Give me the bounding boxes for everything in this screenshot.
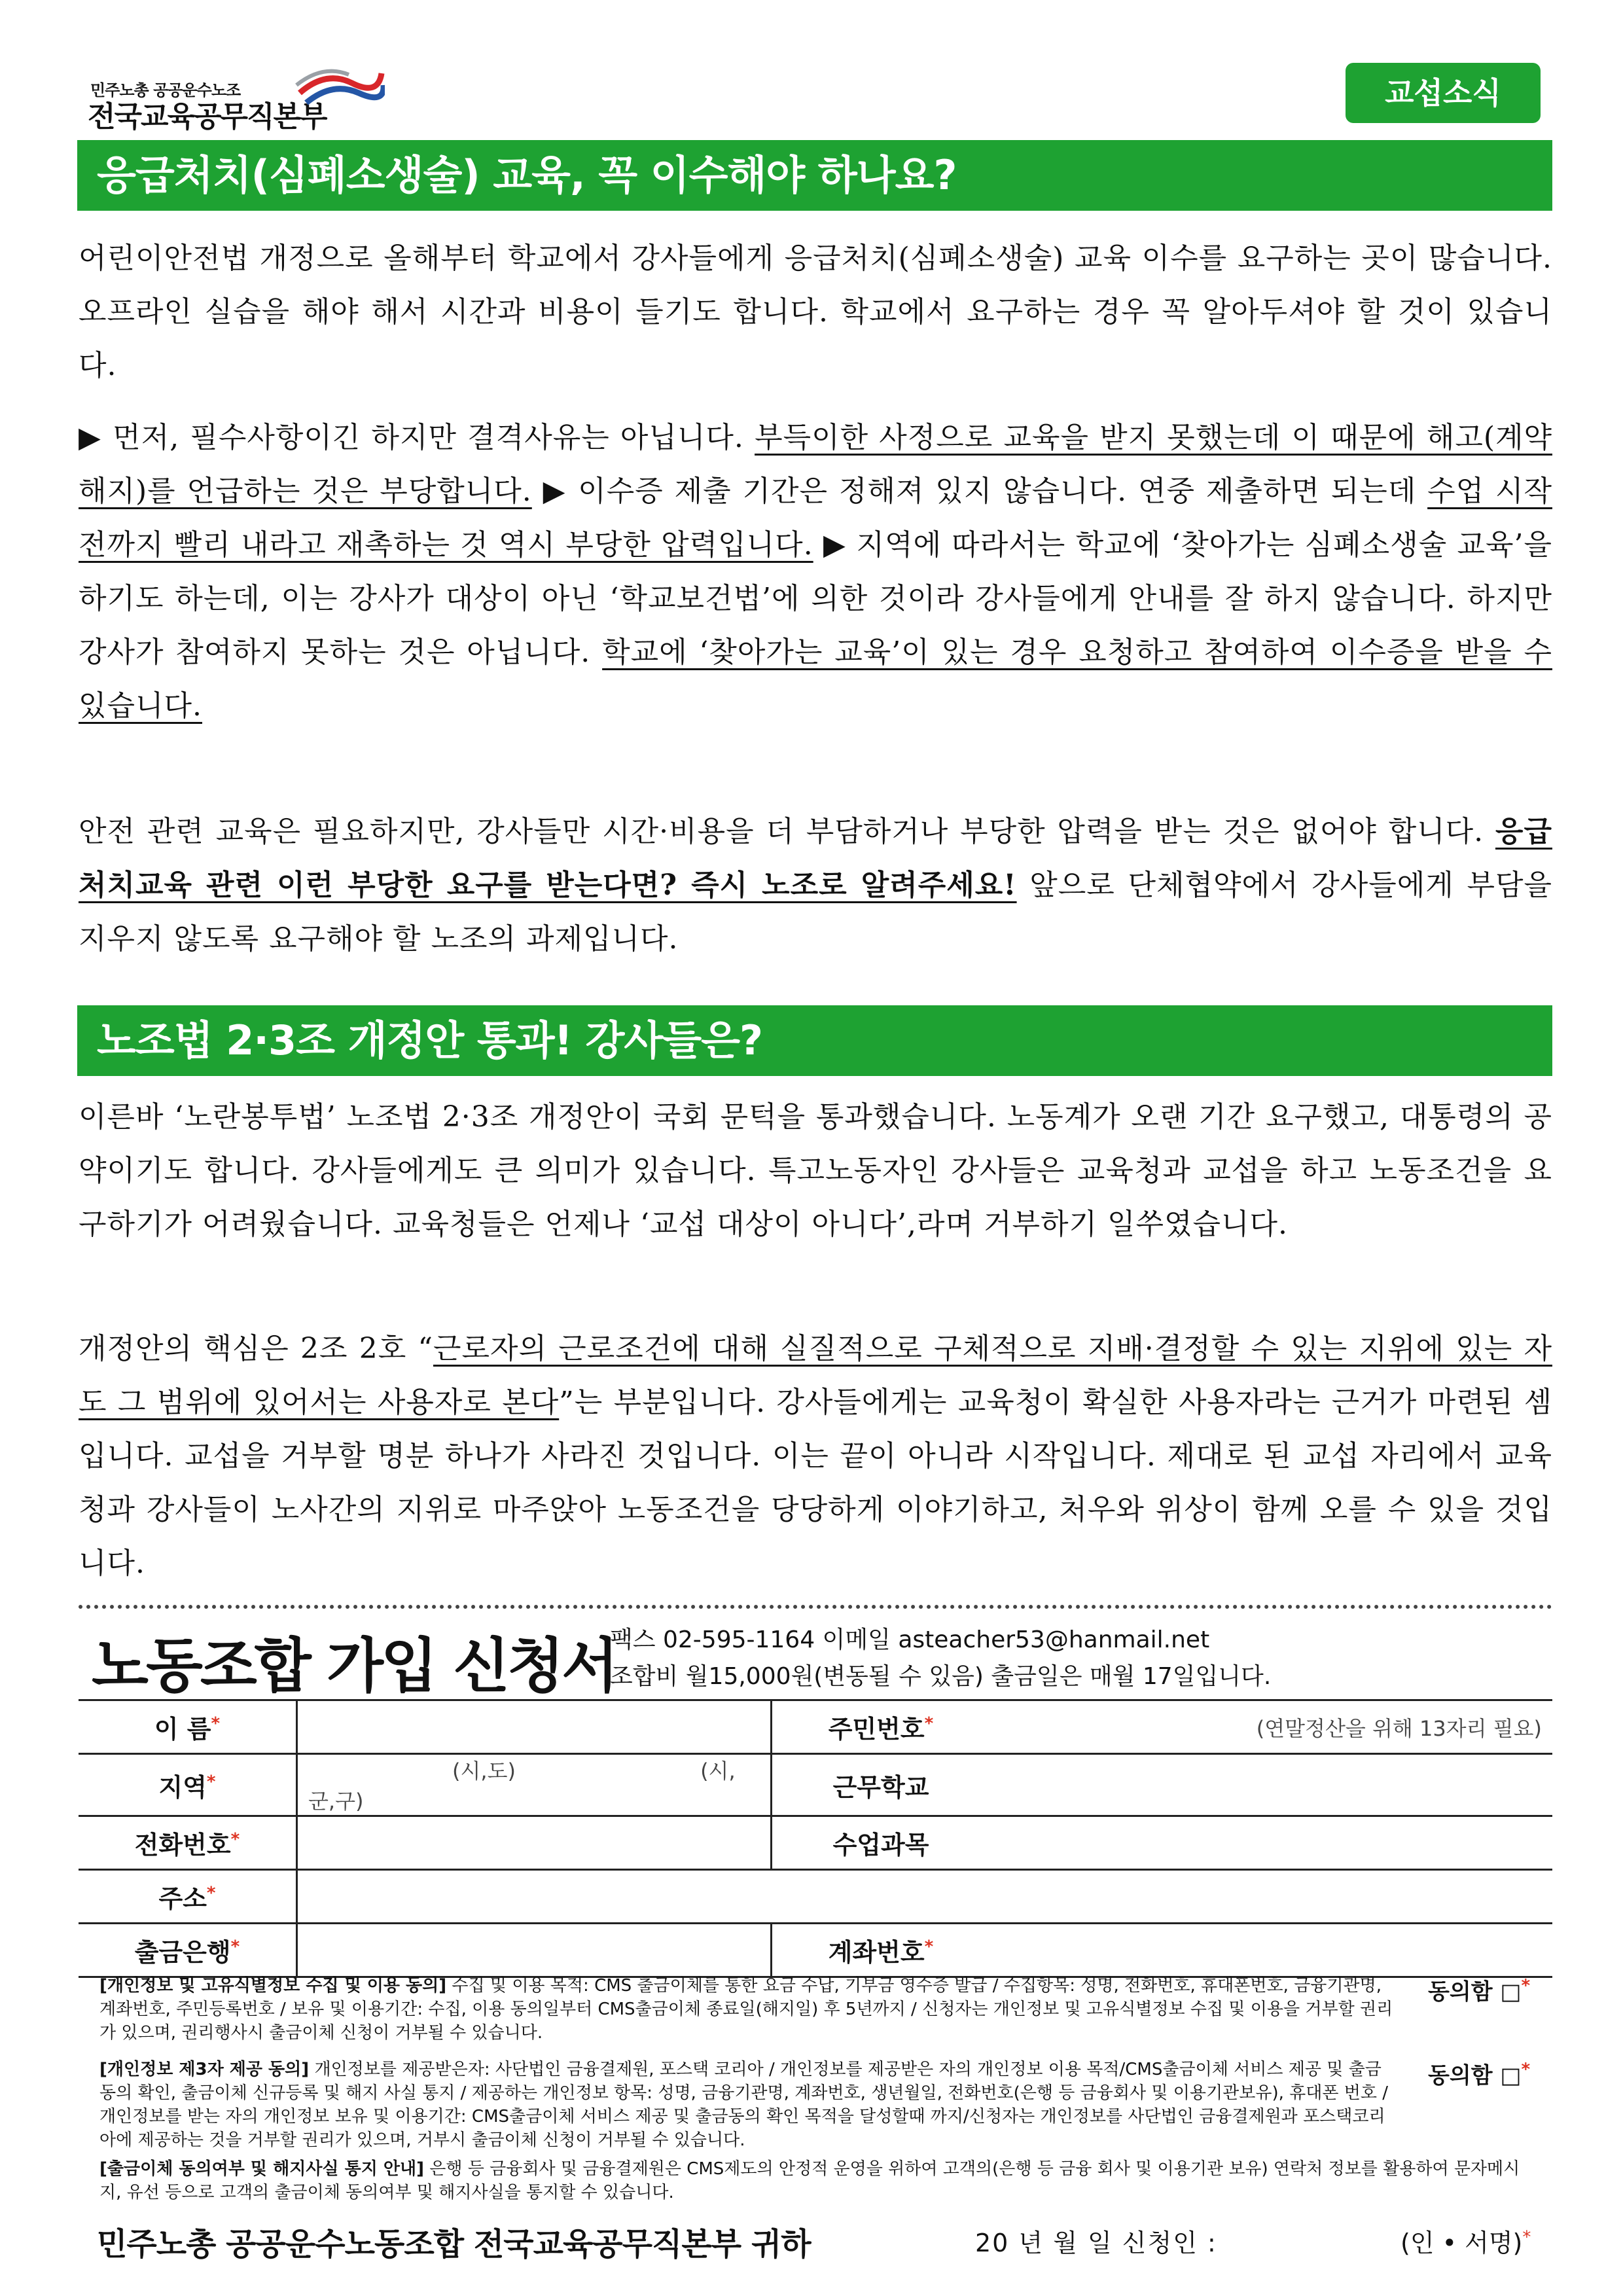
bank-field[interactable] [297,1924,772,1977]
s1p2-b: 부득이한 사정으로 교육을 받지 못했는데 이 때문에 해고(계약해지)를 언급하는 것은 부당합니다. [79,421,1553,508]
footer-date-signer: 20 년 월 일 신청인 : [975,2229,1217,2257]
s1p2-d: 수업 시작 전까지 빨리 내라고 재촉하는 것 역시 부당한 압력입니다. [79,475,1552,562]
section2-paragraph2 [79,1322,1552,1590]
subject-label: 수업과목 [772,1816,990,1870]
s1p2-f: 학교에 ‘찾아가는 교육’이 있는 경우 요청하고 참여하여 이수증을 받을 수 있습니다. [79,636,1552,723]
s1p2-c: ▶ 이수증 제출 기간은 정해져 있지 않습니다. 연중 제출하면 되는데 [531,475,1428,508]
section2-title-bar [77,1005,1552,1076]
section2-title: 노조법 2·3조 개정안 통과! 강사들은? [97,1016,763,1064]
divider [79,1605,1552,1609]
union-logo [77,72,378,137]
school-label: 근무학교 [772,1754,990,1816]
region-city-hint: (시,도) [452,1759,516,1784]
footer-seal: (인 • 서명)* [1400,2227,1531,2257]
school-field[interactable] [990,1754,1552,1816]
rrn-field[interactable] [990,1700,1552,1754]
phone-field[interactable] [297,1816,772,1870]
rrn-label: 주민번호* [772,1700,990,1754]
region-field[interactable] [297,1754,772,1816]
logo-subtitle: 민주노총 공공운수노조 [90,81,241,99]
address-field[interactable] [297,1870,1553,1924]
section1-title: 응급처치(심폐소생술) 교육, 꼭 이수해야 하나요? [97,151,957,199]
region-district-hint: (시,군,구) [308,1759,736,1814]
category-tag: 교섭소식 [1346,63,1541,123]
consent3-text: 은행 등 금융회사 및 금융결제원은 CMS제도의 안정적 운영을 위하여 고객의(은행 등 금융 회사 및 이용기관 보유) 연락처 정보를 활용하여 문자메시지, 유선 등으로 고객의 출금이체 동의여부 및 해지사실을 통지할 수 있습니다. [99,2159,1520,2202]
account-field[interactable] [990,1924,1552,1977]
s1p2-a: ▶ 먼저, 필수사항이긴 하지만 결격사유는 아닙니다. [79,421,755,454]
consent-third-party [99,2058,1552,2152]
form-title: 노동조합 가입 신청서 [92,1632,616,1700]
footer-recipient: 민주노총 공공운수노동조합 전국교육공무직본부 귀하 [97,2226,811,2263]
bank-label: 출금은행* [79,1924,297,1977]
name-label: 이 름* [79,1700,297,1754]
consent3-title: [출금이체 동의여부 및 해지사실 통지 안내] [99,2159,424,2179]
consent1-agree-checkbox[interactable]: 동의함 □* [1428,1976,1531,2005]
s2p2-c: ”는 부분입니다. 강사들에게는 교육청이 확실한 사용자라는 근거가 마련된 셈입니다. 교섭을 거부할 명분 하나가 사라진 것입니다. 이는 끝이 아니라 시작입니다. 제대로 된 교섭 자리에서 교육청과 강사들이 노사간의 지위로 마주앉아 노동조건을 당당하게 이야기하고, 처우와 위상이 함께 오를 수 있을 것입니다. [79,1386,1552,1580]
consent-withdrawal-notice [99,2157,1552,2204]
section1-p1-text: 어린이안전법 개정으로 올해부터 학교에서 강사들에게 응급처치(심폐소생술) 교육 이수를 요구하는 곳이 많습니다. 오프라인 실습을 해야 해서 시간과 비용이 들기도 합니다. 학교에서 요구하는 경우 꼭 알아두셔야 할 것이 있습니다. [79,242,1552,382]
consent-personal-info [99,1974,1552,2045]
s1p3-b: 응급처치교육 관련 이런 부당한 요구를 받는다면? 즉시 노조로 알려주세요! [79,815,1552,902]
flag-icon [293,67,385,113]
subject-field[interactable] [990,1816,1552,1870]
logo-title: 전국교육공무직본부 [88,100,327,134]
address-label: 주소* [79,1870,297,1924]
section1-paragraph3 [79,805,1552,966]
rrn-hint: (연말정산을 위해 13자리 필요) [1256,1715,1542,1741]
form-dues: 조합비 월15,000원(변동될 수 있음) 출금일은 매월 17일입니다. [610,1663,1272,1690]
consent1-title: [개인정보 및 고유식별정보 수집 및 이용 동의] [99,1976,447,1996]
section1-paragraph1 [79,232,1552,393]
consent2-title: [개인정보 제3자 제공 동의] [99,2060,310,2079]
s2p2-a: 개정안의 핵심은 2조 2호 “ [79,1332,433,1365]
s1p3-a: 안전 관련 교육은 필요하지만, 강사들만 시간·비용을 더 부담하거나 부당한 압력을 받는 것은 없어야 합니다. [79,815,1495,848]
form-info [610,1622,1271,1695]
form-contact: 팩스 02-595-1164 이메일 asteacher53@hanmail.net [610,1626,1210,1653]
consent2-text: 개인정보를 제공받은자: 사단법인 금융결제원, 포스택 코리아 / 개인정보를 제공받은 자의 개인정보 이용 목적/CMS출금이체 서비스 제공 및 출금동의 확인, 출금이체 신규등록 및 해지 사실 통지 / 제공하는 개인정보 항목: 성명, 금융기관명, 계좌번호, 생년월일, 전화번호(은행 등 금융회사 및 이용기관보유), 휴대폰 번호 / 개인정보를 받는 자의 개인정보 보유 및 이용기간: CMS출금이체 서비스 제공 및 출금동의 확인 목적을 달성할때 까지/신청자는 개인정보를 사단법인 금융결제원과 포스택코리아에 제공하는 것을 거부할 권리가 있으며, 거부시 출금이체 신청이 거부될 수 있습니다. [99,2060,1389,2150]
name-field[interactable] [297,1700,772,1754]
account-label: 계좌번호* [772,1924,990,1977]
phone-label: 전화번호* [79,1816,297,1870]
consent2-agree-checkbox[interactable]: 동의함 □* [1428,2060,1531,2089]
application-form [79,1699,1552,1978]
section2-p1-text: 이른바 ‘노란봉투법’ 노조법 2·3조 개정안이 국회 문턱을 통과했습니다. 노동계가 오랜 기간 요구했고, 대통령의 공약이기도 합니다. 강사들에게도 큰 의미가 있습니다. 특고노동자인 강사들은 교육청과 교섭을 하고 노동조건을 요구하기가 어려웠습니다. 교육청들은 언제나 ‘교섭 대상이 아니다’,라며 거부하기 일쑤였습니다. [79,1100,1552,1241]
section1-title-bar [77,140,1552,211]
consent1-text: 수집 및 이용 목적: CMS 출금이체를 통한 요금 수납, 기부금 영수증 발급 / 수집항목: 성명, 전화번호, 휴대폰번호, 금융기관명, 계좌번호, 주민등록번호 / 보유 및 이용기간: 수집, 이용 동의일부터 CMS출금이체 종료일(해지일) 후 5년까지 / 신청자는 개인정보 및 고유식별정보 수집 및 이용을 거부할 권리가 있으며, 권리행사시 출금이체 신청이 거부될 수 있습니다. [99,1976,1393,2043]
s1p2-e: ▶ 지역에 따라서는 학교에 ‘찾아가는 심폐소생술 교육’을 하기도 하는데, 이는 강사가 대상이 아닌 ‘학교보건법’에 의한 것이라 강사들에게 안내를 잘 하지 않습니다. 하지만 강사가 참여하지 못하는 것은 아닙니다. [79,528,1552,669]
s1p3-c: 앞으로 단체협약에서 강사들에게 부담을 지우지 않도록 요구해야 할 노조의 과제입니다. [79,869,1552,956]
section2-paragraph1 [79,1090,1552,1251]
s2p2-b: 근로자의 근로조건에 대해 실질적으로 구체적으로 지배·결정할 수 있는 지위에 있는 자도 그 범위에 있어서는 사용자로 본다 [79,1332,1552,1419]
region-label: 지역* [79,1754,297,1816]
section1-paragraph2 [79,411,1552,733]
